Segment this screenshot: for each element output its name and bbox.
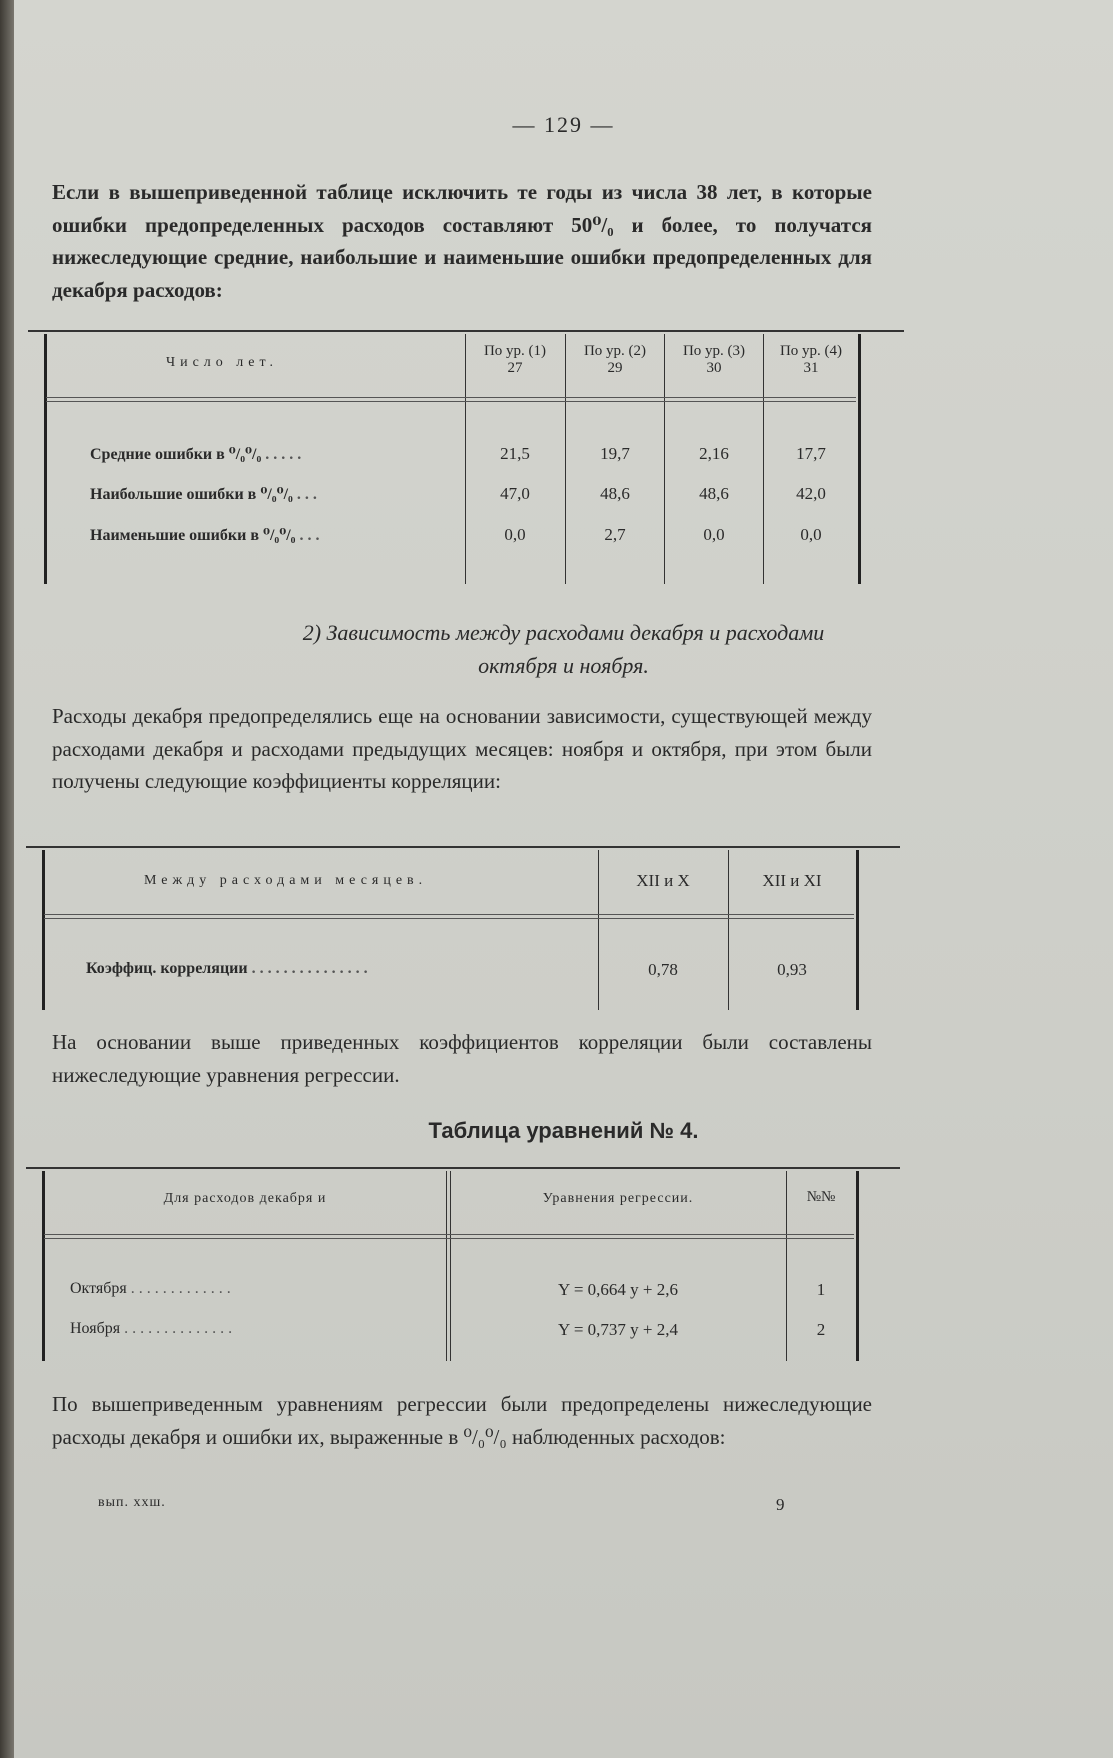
paragraph-intro: Если в вышеприведенной таблице исключить те годы из числа 38 лет, в которые ошибки предопределенных расходов составляют 50⁰/₀ и более, то получатся нижеследующие средние, наибольшие и наименьшие ошибки предопределенных для декабря расходов: bbox=[52, 180, 872, 302]
table-title: Таблица уравнений № 4. bbox=[428, 1118, 699, 1143]
row-label: Наименьшие ошибки в ⁰/₀⁰/₀ bbox=[90, 527, 296, 544]
column-header-number: №№ bbox=[806, 1189, 836, 1205]
page-number: — 129 — bbox=[512, 112, 615, 137]
book-spine bbox=[0, 0, 14, 1758]
table-top-rule bbox=[26, 846, 900, 848]
document-page: — 129 — Если в вышеприведенной таблице исключить те годы из числа 38 лет, в которые ошибки предопределенных расходов составляют 50⁰/₀ и более, то получатся нижеследующие средние, наибольшие и наименьшие ошибки предопределенных для декабря расходов: Число лет. По ур. (1) 27 По ур. (2) 29 По ур. (3) 30 По ур. (4) 31 Средние ошибки в ⁰/₀⁰/₀ ..... 21,5 19,7 2,16 17,7 Наибольшие ошибки в ⁰/₀⁰/₀ ... 47,0 48,6 48,6 42,0 Наименьшие ошибки в ⁰/₀⁰/₀ ... 0,0 2,7 0,0 0,0 2) Зависимость между расходами декабря и расходами октября и ноября. Расходы декабря предопределялись еще на основании зависимости, существующей между расходами декабря и расходами предыдущих месяцев: ноября и октября, при этом были получены следующие коэффициенты корреляции: Между расходами месяцев. XII и X XII и XI Коэффиц. корреляции ............... 0,78 0,93 На основании выше приведенных коэффициентов корреляции были составлены нижеследующие уравнения регрессии. Таблица уравнений № 4. Для расходов декабря и Уравнения регрессии. №№ Октября ............. Y = 0,664 y + 2,6 1 Ноября .............. Y = 0,737 y + 2,4 2 По вышеприведенным уравнениям регрессии были предопределены нижеследующие расходы декабря и ошибки их, выраженные в ⁰/₀⁰/₀ наблюденных расходов: вып. ххш. 9 bbox=[14, 0, 1113, 1758]
row-label: Средние ошибки в ⁰/₀⁰/₀ bbox=[90, 446, 262, 463]
paragraph-closing: По вышеприведенным уравнениям регрессии были предопределены нижеследующие расходы декабря и ошибки их, выраженные в ⁰/₀⁰/₀ наблюденных расходов: bbox=[52, 1392, 872, 1449]
table-right-border bbox=[856, 850, 859, 1010]
column-header-4: По ур. (4) 31 bbox=[779, 343, 843, 376]
footer-signature-number: 9 bbox=[776, 1495, 785, 1514]
section-heading-line2: октября и ноября. bbox=[478, 653, 649, 678]
footer-issue: вып. ххш. bbox=[98, 1495, 166, 1510]
equation: Y = 0,737 y + 2,4 bbox=[557, 1320, 679, 1339]
section-heading-line1: 2) Зависимость между расходами декабря и расходами bbox=[302, 620, 825, 645]
column-header-xii-xi: XII и XI bbox=[762, 871, 822, 890]
table-header-rule bbox=[44, 914, 854, 919]
column-header-xii-x: XII и X bbox=[636, 871, 690, 890]
table-header-rule bbox=[46, 397, 856, 402]
table-left-border bbox=[44, 334, 47, 584]
column-header-equation: Уравнения регрессии. bbox=[542, 1191, 694, 1206]
table-top-rule bbox=[28, 330, 904, 332]
table-header-label: Между расходами месяцев. bbox=[144, 873, 428, 888]
column-header-2: По ур. (2) 29 bbox=[583, 343, 647, 376]
equation: Y = 0,664 y + 2,6 bbox=[557, 1280, 679, 1299]
row-label: Наибольшие ошибки в ⁰/₀⁰/₀ bbox=[90, 486, 293, 503]
table-header-rule bbox=[44, 1234, 854, 1239]
column-header-1: По ур. (1) 27 bbox=[483, 343, 547, 376]
table-left-border bbox=[42, 850, 45, 1010]
faded-mark bbox=[807, 1118, 811, 1134]
row-label: Ноября bbox=[70, 1320, 121, 1337]
table-header-label: Число лет. bbox=[166, 355, 279, 370]
paragraph-correlation: Расходы декабря предопределялись еще на основании зависимости, существующей между расходами декабря и расходами предыдущих месяцев: ноября и октября, при этом были получены следующие коэффициенты корреляции: bbox=[52, 704, 872, 793]
table-right-border bbox=[856, 1171, 859, 1361]
row-label: Коэффиц. корреляции bbox=[86, 960, 248, 977]
paragraph-regression: На основании выше приведенных коэффициентов корреляции были составлены нижеследующие уравнения регрессии. bbox=[52, 1030, 872, 1087]
column-header-3: По ур. (3) 30 bbox=[682, 343, 746, 376]
column-header-month: Для расходов декабря и bbox=[163, 1191, 327, 1206]
row-label: Октября bbox=[70, 1280, 127, 1297]
table-top-rule bbox=[26, 1167, 900, 1169]
